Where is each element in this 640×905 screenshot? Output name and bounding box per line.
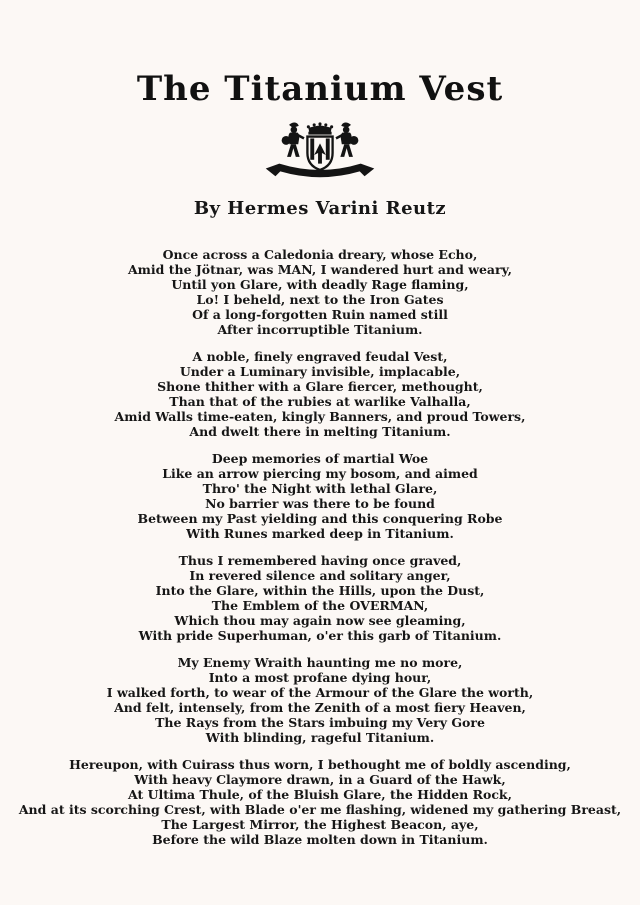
poem-line: Before the wild Blaze molten down in Titanium. [152,831,488,847]
poem-line: Of a long-forgotten Ruin named still [192,306,448,322]
shield-icon [307,136,332,169]
poem-line: A noble, finely engraved feudal Vest, [192,348,448,364]
knight-supporter-icon [335,122,358,156]
poem-line: Amid the Jötnar, was MAN, I wandered hurt and weary, [127,261,513,277]
poem-line: Than that of the rubies at warlike Valhalla, [169,393,471,409]
poem-line: I walked forth, to wear of the Armour of the Glare the worth, [106,684,534,700]
poem-line: Until yon Glare, with deadly Rage flaming, [171,276,469,292]
poem-line: Once across a Caledonia dreary, whose Echo, [162,246,478,262]
poem-line: My Enemy Wraith haunting me no more, [177,654,463,670]
stanza [0,757,640,847]
poem-line: The Rays from the Stars imbuing my Very Gore [155,714,485,730]
poem-line: With pride Superhuman, o'er this garb of Titanium. [138,627,502,643]
poem-line: Shone thither with a Glare fiercer, methought, [157,378,483,394]
heraldic-crest-icon [261,122,379,184]
poem-line: Hereupon, with Cuirass thus worn, I bethought me of boldly ascending, [69,756,571,772]
poem-line: And dwelt there in melting Titanium. [189,423,451,439]
poem-line: Amid Walls time-eaten, kingly Banners, and proud Towers, [114,408,526,424]
author-byline: By Hermes Varini Reutz [193,197,447,219]
poem-line: Which thou may again now see gleaming, [174,612,466,628]
poem-line: The Largest Mirror, the Highest Beacon, aye, [161,816,479,832]
poem-body [0,247,640,847]
poem-line: The Emblem of the OVERMAN, [211,597,429,613]
poem-line: With Runes marked deep in Titanium. [186,525,454,541]
poem-line: Thro' the Night with lethal Glare, [202,480,438,496]
poem-line: Deep memories of martial Woe [211,450,429,466]
poem-line: Into the Glare, within the Hills, upon the Dust, [155,582,485,598]
poem-line: At Ultima Thule, of the Bluish Glare, the Hidden Rock, [128,786,512,802]
poem-line: Into a most profane dying hour, [208,669,432,685]
poem-line: And at its scorching Crest, with Blade o'er me flashing, widened my gathering Breast, [18,801,622,817]
poem-line: Between my Past yielding and this conquering Robe [137,510,503,526]
stanza [0,655,640,745]
poem-line: No barrier was there to be found [205,495,435,511]
poem-line: Thus I remembered having once graved, [178,552,462,568]
page-title: The Titanium Vest [136,69,504,109]
poem-line: Lo! I beheld, next to the Iron Gates [196,291,444,307]
stanza [0,349,640,439]
poem-line: And felt, intensely, from the Zenith of a most fiery Heaven, [114,699,526,715]
knight-supporter-icon [282,122,305,156]
stanza [0,451,640,541]
poem-line: After incorruptible Titanium. [217,321,423,337]
poem-line: In revered silence and solitary anger, [189,567,451,583]
poem-line: With blinding, rageful Titanium. [205,729,435,745]
poem-line: Under a Luminary invisible, implacable, [179,363,461,379]
stanza [0,553,640,643]
stanza [0,247,640,337]
poem-line: Like an arrow piercing my bosom, and aimed [162,465,478,481]
poem-line: With heavy Claymore drawn, in a Guard of the Hawk, [134,771,506,787]
crown-icon [307,122,333,134]
